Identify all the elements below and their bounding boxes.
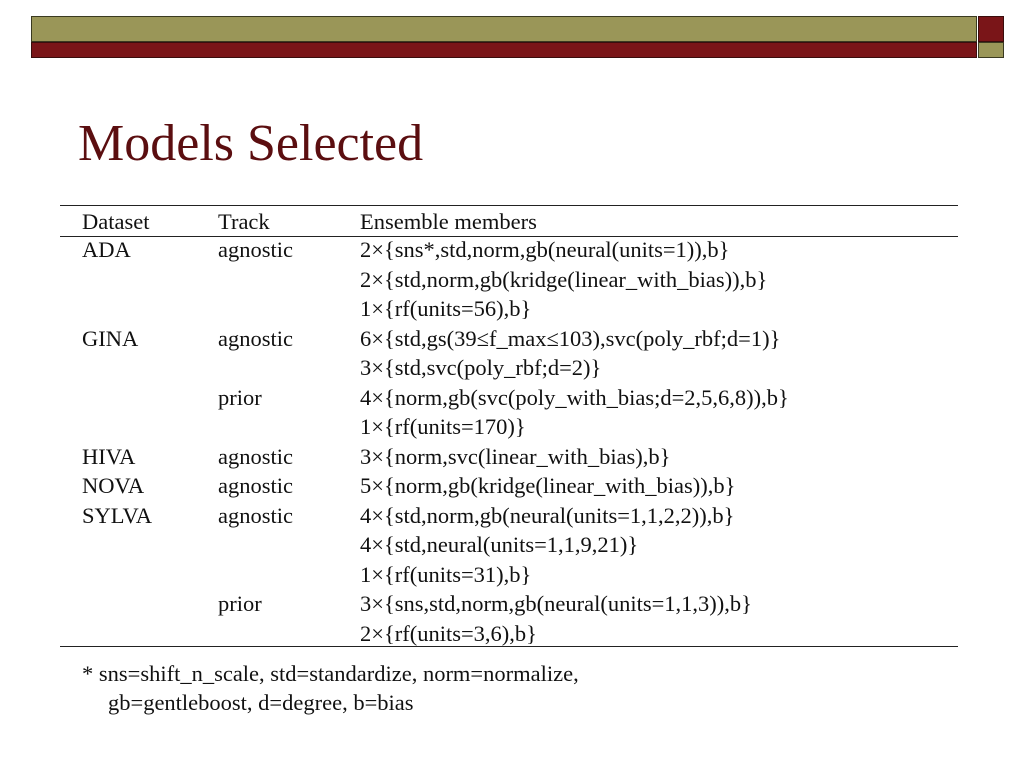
header-ensemble-members: Ensemble members <box>360 209 537 234</box>
header-bar-red <box>31 42 977 58</box>
cell-track: prior <box>218 384 262 410</box>
cell-dataset: GINA <box>82 325 139 351</box>
cell-member: 3×{sns,std,norm,gb(neural(units=1,1,3)),b} <box>360 591 752 616</box>
slide-title: Models Selected <box>78 115 424 172</box>
cell-member: 3×{std,svc(poly_rbf;d=2)} <box>360 355 602 380</box>
table-row <box>0 412 1024 442</box>
table-row <box>0 294 1024 324</box>
table-row <box>0 235 1024 265</box>
cell-member: 4×{std,neural(units=1,1,9,21)} <box>360 532 639 557</box>
cell-member: 5×{norm,gb(kridge(linear_with_bias)),b} <box>360 473 736 498</box>
header-track: Track <box>218 209 270 234</box>
table-body <box>0 235 1024 648</box>
cell-member: 1×{rf(units=31),b} <box>360 561 532 587</box>
cell-member: 4×{std,norm,gb(neural(units=1,1,2,2)),b} <box>360 502 735 528</box>
header-square-olive <box>978 42 1004 58</box>
table-row <box>0 265 1024 295</box>
footnote <box>82 659 579 717</box>
table-row <box>0 471 1024 501</box>
cell-member: 2×{sns*,std,norm,gb(neural(units=1)),b} <box>360 237 730 262</box>
table-row <box>0 501 1024 531</box>
table-row <box>0 589 1024 619</box>
table-row <box>0 560 1024 590</box>
table-row <box>0 353 1024 383</box>
cell-member: 2×{rf(units=3,6),b} <box>360 620 537 646</box>
cell-track: prior <box>218 591 262 616</box>
cell-track: agnostic <box>218 237 293 262</box>
cell-member: 1×{rf(units=56),b} <box>360 296 532 321</box>
cell-track: agnostic <box>218 473 293 498</box>
cell-dataset: NOVA <box>82 473 145 498</box>
cell-dataset: SYLVA <box>82 502 153 528</box>
cell-member: 1×{rf(units=170)} <box>360 414 526 439</box>
header-square-red <box>978 16 1004 42</box>
cell-member: 2×{std,norm,gb(kridge(linear_with_bias)),b} <box>360 266 768 292</box>
table-row <box>0 442 1024 472</box>
cell-track: agnostic <box>218 443 293 469</box>
cell-dataset: HIVA <box>82 443 136 469</box>
cell-dataset: ADA <box>82 237 131 262</box>
table-header-row <box>0 205 1024 236</box>
footnote-line-2: gb=gentleboost, d=degree, b=bias <box>108 690 414 715</box>
table-row <box>0 530 1024 560</box>
header-bar-olive <box>31 16 977 42</box>
table-bottom-rule <box>60 646 958 647</box>
cell-member: 6×{std,gs(39≤f_max≤103),svc(poly_rbf;d=1)} <box>360 325 781 351</box>
cell-member: 3×{norm,svc(linear_with_bias),b} <box>360 443 671 469</box>
table-row <box>0 619 1024 649</box>
table-row <box>0 324 1024 354</box>
cell-track: agnostic <box>218 325 293 351</box>
table-row <box>0 383 1024 413</box>
cell-track: agnostic <box>218 502 293 528</box>
header-dataset: Dataset <box>82 209 150 234</box>
footnote-line-1: * sns=shift_n_scale, std=standardize, norm=normalize, <box>82 661 579 686</box>
cell-member: 4×{norm,gb(svc(poly_with_bias;d=2,5,6,8)),b} <box>360 384 789 410</box>
